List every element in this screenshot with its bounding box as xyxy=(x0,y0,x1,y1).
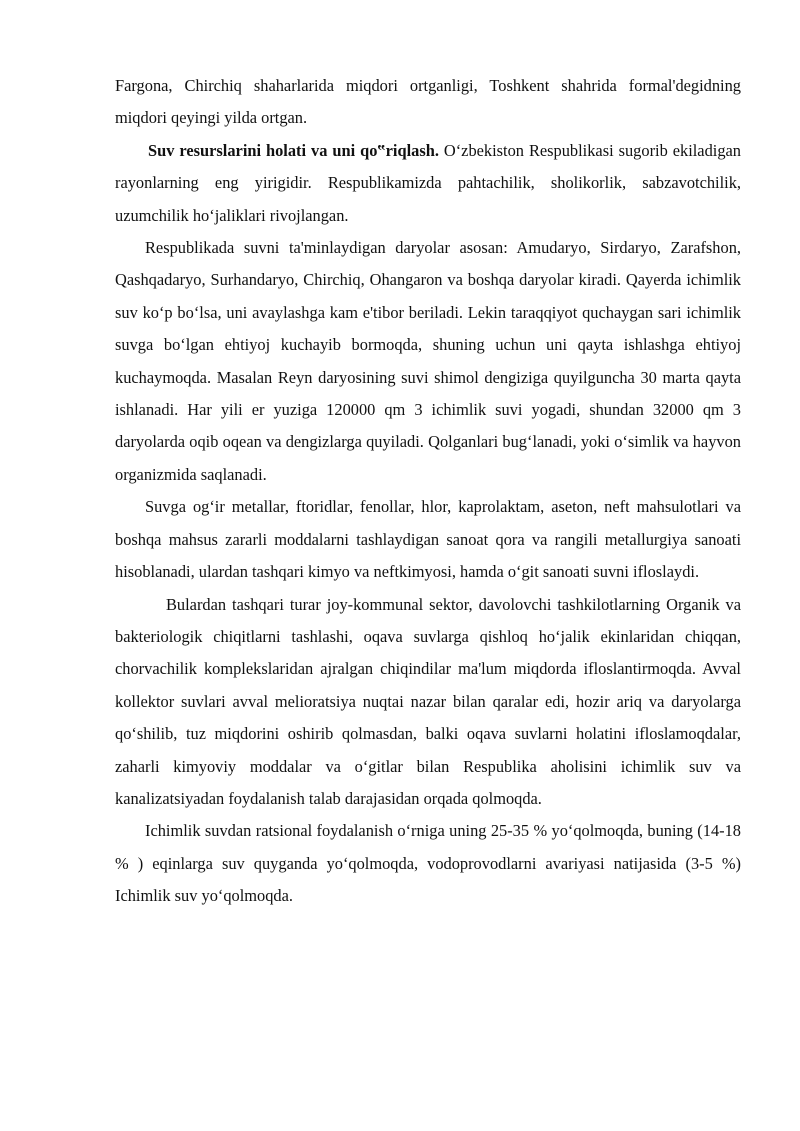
paragraph-3 xyxy=(115,232,741,491)
paragraph-3-text: Respublikada suvni ta'minlaydigan daryolar asosan: Amudaryo, Sirdaryo, Zarafshon, Qashqadaryo, Surhandaryo, Chirchiq, Ohangaron va boshqa daryolar kiradi. Qayerda ichimlik suv ko‘p bo‘lsa, uni avaylashga kam e'tibor beriladi. Lekin taraqqiyot quchaygan sari ichimlik suvga bo‘lgan ehtiyoj kuchayib bormoqda, shuning uchun uni qayta ishlashga ehtiyoj kuchaymoqda. Masalan Reyn daryosining suvi shimol dengiziga quyilguncha 30 marta qayta ishlanadi. Har yili er yuziga 120000 qm 3 ichimlik suvi yogadi, shundan 32000 qm 3 daryolarda oqib oqean va dengizlarga quyiladi. Qolganlari bug‘lanadi, yoki o‘simlik va hayvon organizmida saqlanadi. xyxy=(115,238,741,484)
section-heading: Suv resurslarini holati va uni qo‟riqlash. xyxy=(148,140,439,160)
paragraph-6-text: Ichimlik suvdan ratsional foydalanish o‘rniga uning 25-35 % yo‘qolmoqda, buning (14-18 % ) eqinlarga suv quyganda yo‘qolmoqda, vodoprovodlarni avariyasi natijasida (3-5 %) Ichimlik suv yo‘qolmoqda. xyxy=(115,821,741,906)
paragraph-5 xyxy=(115,589,741,816)
document-page xyxy=(115,70,741,913)
paragraph-2-text: O‘zbekiston Respublikasi sugorib ekiladigan rayonlarning eng yirigidir. Respublikamizda pahtachilik, sholikorlik, sabzavotchilik, uzumchilik ho‘jaliklari rivojlangan. xyxy=(115,140,741,225)
paragraph-5-text: Bulardan tashqari turar joy-kommunal sektor, davolovchi tashkilotlarning Organik va bakteriologik chiqitlarni tashlashi, oqava suvlarga qishloq ho‘jalik ekinlaridan chiqqan, chorvachilik komplekslaridan ajralgan chiqindilar ma'lum miqdorda ifloslantirmoqda. Avval kollektor suvlari avval melioratsiya nuqtai nazar bilan qaralar edi, hozir ariq va daryolarga qo‘shilib, tuz miqdorini oshirib qolmasdan, balki oqava suvlarni holatini ifloslamoqdalar, zaharli kimyoviy moddalar va o‘gitlar bilan Respublika aholisini ichimlik suv va kanalizatsiyadan foydalanish talab darajasidan orqada qolmoqda. xyxy=(115,594,741,808)
paragraph-1-text: Fargona, Chirchiq shaharlarida miqdori ortganligi, Toshkent shahrida formal'degidning miqdori qeyingi yilda ortgan. xyxy=(115,76,741,128)
paragraph-6 xyxy=(115,815,741,912)
paragraph-2 xyxy=(115,135,741,232)
paragraph-4 xyxy=(115,491,741,588)
paragraph-1 xyxy=(115,70,741,135)
paragraph-4-text: Suvga og‘ir metallar, ftoridlar, fenollar, hlor, kaprolaktam, aseton, neft mahsulotlari va boshqa mahsus zararli moddalarni tashlaydigan sanoat qora va rangili metallurgiya sanoati hisoblanadi, ulardan tashqari kimyo va neftkimyosi, hamda o‘git sanoati suvni ifloslaydi. xyxy=(115,497,741,582)
